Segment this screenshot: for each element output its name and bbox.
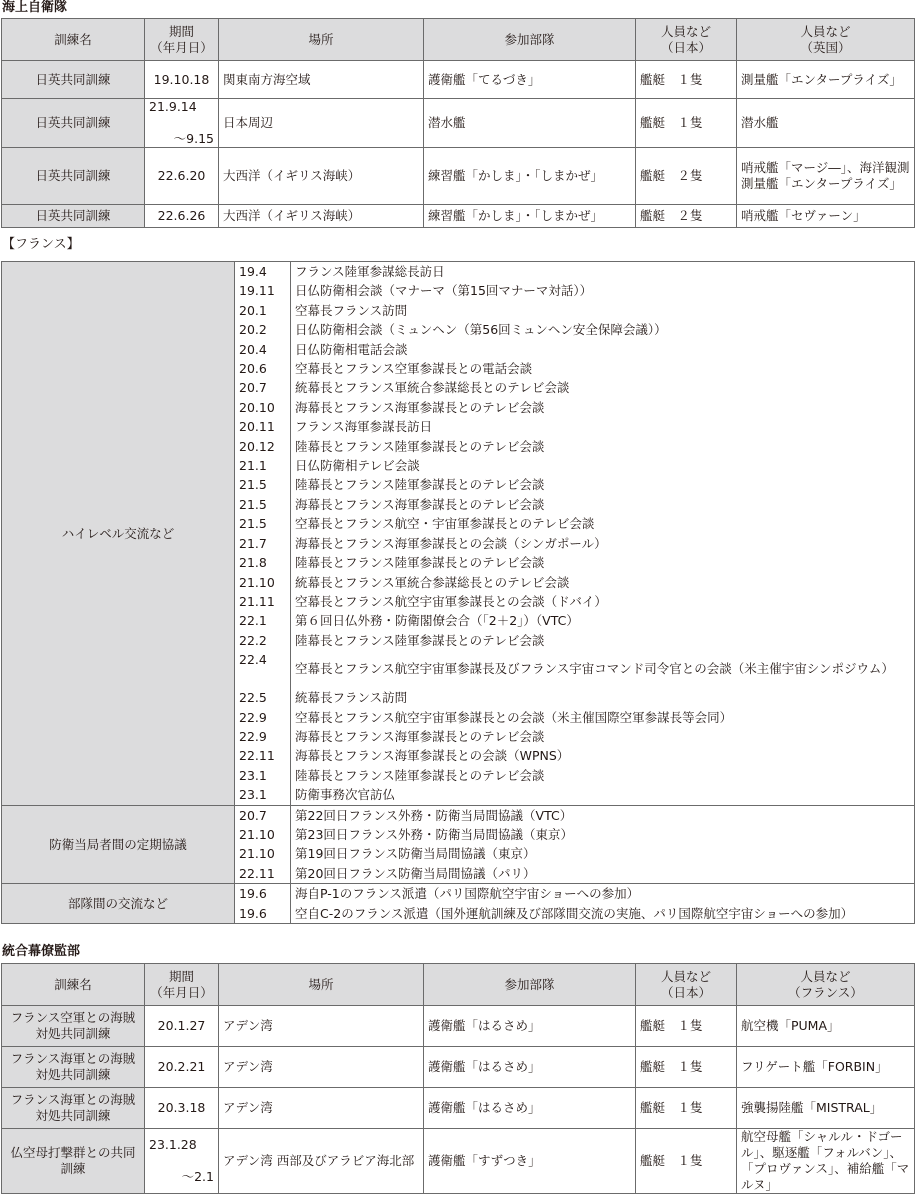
event-row — [2, 805, 915, 825]
event-date: 21.7 — [235, 534, 291, 553]
personnel-japan-cell: 艦艇 １隻 — [636, 1088, 737, 1129]
event-text: 空幕長とフランス空軍参謀長との電話会談 — [291, 359, 915, 378]
period-start: 22.6.26 — [157, 208, 206, 223]
training-name-cell: 日英共同訓練 — [2, 148, 145, 205]
unit-cell: 潜水艦 — [424, 99, 636, 148]
place-cell: 大西洋（イギリス海峡） — [219, 148, 424, 205]
event-date: 19.6 — [235, 884, 291, 904]
event-date: 21.10 — [235, 844, 291, 863]
event-date: 20.11 — [235, 417, 291, 436]
event-date: 21.5 — [235, 475, 291, 494]
table-row — [2, 1047, 915, 1088]
event-date: 21.5 — [235, 495, 291, 514]
event-text: 空自C-2のフランス派遣（国外運航訓練及び部隊間交流の実施、パリ国際航空宇宙ショーへの参加） — [291, 904, 915, 924]
personnel-japan-cell: 艦艇 １隻 — [636, 1006, 737, 1047]
group-label: ハイレベル交流など — [2, 262, 235, 806]
personnel-partner-cell: 哨戒艦「マージ―」、海洋観測測量艦「エンタープライズ」 — [737, 148, 915, 205]
event-date: 20.2 — [235, 320, 291, 339]
event-date: 23.1 — [235, 766, 291, 785]
event-text: 日仏防衛相電話会談 — [291, 340, 915, 359]
period-end: ～2.1 — [181, 1169, 214, 1184]
table-row — [2, 1088, 915, 1129]
event-text: 第22回日フランス外務・防衛当局間協議（VTC） — [291, 805, 915, 825]
event-date: 20.12 — [235, 437, 291, 456]
personnel-partner-cell: 強襲揚陸艦「MISTRAL」 — [737, 1088, 915, 1129]
personnel-partner-cell: 測量艦「エンタープライズ」 — [737, 61, 915, 99]
personnel-japan-cell: 艦艇 １隻 — [636, 1129, 737, 1194]
event-date: 19.11 — [235, 281, 291, 300]
group-label: 防衛当局者間の定期協議 — [2, 805, 235, 884]
training-name-cell: フランス空軍との海賊対処共同訓練 — [2, 1006, 145, 1047]
event-date: 22.2 — [235, 631, 291, 650]
period-start: 23.1.28 — [149, 1137, 197, 1152]
unit-cell: 護衛艦「はるさめ」 — [424, 1006, 636, 1047]
event-text: 陸幕長とフランス陸軍参謀長とのテレビ会談 — [291, 475, 915, 494]
period-cell — [145, 99, 219, 148]
personnel-japan-cell: 艦艇 ２隻 — [636, 205, 737, 228]
event-text: 陸幕長とフランス陸軍参謀長とのテレビ会談 — [291, 437, 915, 456]
header-personnel-uk: 人員など （英国） — [737, 19, 915, 61]
event-date: 21.5 — [235, 514, 291, 533]
event-text: 海幕長とフランス海軍参謀長との会談（シンガポール） — [291, 534, 915, 553]
personnel-partner-cell: 航空機「PUMA」 — [737, 1006, 915, 1047]
section-title-joint: 統合幕僚監部 — [2, 944, 81, 959]
event-date: 20.7 — [235, 378, 291, 397]
personnel-partner-cell: 潜水艦 — [737, 99, 915, 148]
event-text: 空幕長とフランス航空・宇宙軍参謀長とのテレビ会談 — [291, 514, 915, 533]
section-title-navy: 海上自衛隊 — [2, 0, 68, 15]
event-date: 20.10 — [235, 398, 291, 417]
period-start: 20.1.27 — [157, 1018, 206, 1033]
event-text: 陸幕長とフランス陸軍参謀長とのテレビ会談 — [291, 631, 915, 650]
event-text: 日仏防衛相テレビ会談 — [291, 456, 915, 475]
place-cell: アデン湾 — [219, 1006, 424, 1047]
header-training-name: 訓練名 — [2, 19, 145, 61]
event-text: 海幕長とフランス海軍参謀長とのテレビ会談 — [291, 495, 915, 514]
training-name-cell: 日英共同訓練 — [2, 61, 145, 99]
place-cell: 大西洋（イギリス海峡） — [219, 205, 424, 228]
personnel-japan-cell: 艦艇 １隻 — [636, 61, 737, 99]
event-text: 陸幕長とフランス陸軍参謀長とのテレビ会談 — [291, 766, 915, 785]
table-row — [2, 148, 915, 205]
event-date: 21.1 — [235, 456, 291, 475]
unit-cell: 護衛艦「てるづき」 — [424, 61, 636, 99]
personnel-japan-cell: 艦艇 １隻 — [636, 99, 737, 148]
event-date: 20.7 — [235, 805, 291, 825]
personnel-partner-cell: 哨戒艦「セヴァーン」 — [737, 205, 915, 228]
unit-cell: 練習艦「かしま」・「しまかぜ」 — [424, 148, 636, 205]
unit-cell: 護衛艦「はるさめ」 — [424, 1047, 636, 1088]
period-start: 20.3.18 — [157, 1100, 206, 1115]
table-row — [2, 1006, 915, 1047]
joint-table — [1, 963, 915, 1194]
header-unit: 参加部隊 — [424, 964, 636, 1006]
event-date: 22.11 — [235, 864, 291, 884]
event-date: 21.8 — [235, 553, 291, 572]
header-personnel-japan: 人員など （日本） — [636, 964, 737, 1006]
personnel-japan-cell: 艦艇 １隻 — [636, 1047, 737, 1088]
event-text: 第20回日フランス防衛当局間協議（パリ） — [291, 864, 915, 884]
period-cell — [145, 148, 219, 205]
group-label: 部隊間の交流など — [2, 884, 235, 924]
event-text: 日仏防衛相会談（ミュンヘン（第56回ミュンヘン安全保障会議）） — [291, 320, 915, 339]
period-cell — [145, 1129, 219, 1194]
header-place: 場所 — [219, 19, 424, 61]
event-date: 22.5 — [235, 688, 291, 707]
training-name-cell: フランス海軍との海賊対処共同訓練 — [2, 1088, 145, 1129]
period-cell — [145, 1088, 219, 1129]
period-cell — [145, 61, 219, 99]
period-cell — [145, 1006, 219, 1047]
table-row — [2, 61, 915, 99]
event-text: 日仏防衛相会談（マナーマ（第15回マナーマ対話）） — [291, 281, 915, 300]
event-date: 22.11 — [235, 746, 291, 765]
header-unit: 参加部隊 — [424, 19, 636, 61]
navy-table — [1, 18, 915, 228]
event-text: 海幕長とフランス海軍参謀長とのテレビ会談 — [291, 398, 915, 417]
period-start: 22.6.20 — [157, 168, 206, 183]
header-training-name: 訓練名 — [2, 964, 145, 1006]
unit-cell: 護衛艦「すずつき」 — [424, 1129, 636, 1194]
header-period: 期間 （年月日） — [145, 964, 219, 1006]
event-date: 22.1 — [235, 611, 291, 630]
event-text: 海幕長とフランス海軍参謀長との会談（WPNS） — [291, 746, 915, 765]
event-text: 第23回日フランス外務・防衛当局間協議（東京） — [291, 825, 915, 844]
training-name-cell: 日英共同訓練 — [2, 99, 145, 148]
event-date: 22.9 — [235, 708, 291, 727]
event-date: 20.6 — [235, 359, 291, 378]
place-cell: アデン湾 — [219, 1047, 424, 1088]
event-text: 防衛事務次官訪仏 — [291, 785, 915, 805]
period-end: ～9.15 — [173, 131, 214, 146]
period-start: 19.10.18 — [153, 71, 210, 87]
training-name-cell: 日英共同訓練 — [2, 205, 145, 228]
event-date: 21.11 — [235, 592, 291, 611]
personnel-japan-cell: 艦艇 ２隻 — [636, 148, 737, 205]
period-cell — [145, 205, 219, 228]
event-date: 20.1 — [235, 301, 291, 320]
period-cell — [145, 1047, 219, 1088]
event-text: 第19回日フランス防衛当局間協議（東京） — [291, 844, 915, 863]
header-place: 場所 — [219, 964, 424, 1006]
event-text: 第６回日仏外務・防衛閣僚会合（「2＋2」）（VTC） — [291, 611, 915, 630]
event-text: 空幕長とフランス航空宇宙軍参謀長との会談（米主催国際空軍参謀長等会同） — [291, 708, 915, 727]
event-text: フランス陸軍参謀総長訪日 — [291, 262, 915, 282]
event-date: 19.6 — [235, 904, 291, 924]
france-table — [1, 261, 915, 924]
unit-cell: 練習艦「かしま」・「しまかぜ」 — [424, 205, 636, 228]
period-start: 21.9.14 — [149, 99, 197, 114]
event-text: 空幕長とフランス航空宇宙軍参謀長との会談（ドバイ） — [291, 592, 915, 611]
event-text: 空幕長フランス訪問 — [291, 301, 915, 320]
place-cell: アデン湾 西部及びアラビア海北部 — [219, 1129, 424, 1194]
unit-cell: 護衛艦「はるさめ」 — [424, 1088, 636, 1129]
table-row — [2, 1129, 915, 1194]
event-row — [2, 262, 915, 282]
personnel-partner-cell: フリゲート艦「FORBIN」 — [737, 1047, 915, 1088]
table-row — [2, 99, 915, 148]
event-date: 22.4 — [235, 650, 291, 688]
joint-header-row — [2, 964, 915, 1006]
place-cell: 日本周辺 — [219, 99, 424, 148]
event-text: 海自P-1のフランス派遣（パリ国際航空宇宙ショーへの参加） — [291, 884, 915, 904]
header-personnel-japan: 人員など （日本） — [636, 19, 737, 61]
personnel-partner-cell: 航空母艦「シャルル・ドゴール」、駆逐艦「フォルバン」、「プロヴァンス」、補給艦「マルヌ」 — [737, 1129, 915, 1194]
table-row — [2, 205, 915, 228]
event-date: 23.1 — [235, 785, 291, 805]
training-name-cell: フランス海軍との海賊対処共同訓練 — [2, 1047, 145, 1088]
event-text: 統幕長とフランス軍統合参謀総長とのテレビ会談 — [291, 573, 915, 592]
event-text: 統幕長とフランス軍統合参謀総長とのテレビ会談 — [291, 378, 915, 397]
event-date: 20.4 — [235, 340, 291, 359]
header-period: 期間 （年月日） — [145, 19, 219, 61]
section-title-france: 【フランス】 — [2, 237, 80, 252]
event-text: 統幕長フランス訪問 — [291, 688, 915, 707]
event-text: 陸幕長とフランス陸軍参謀長とのテレビ会談 — [291, 553, 915, 572]
event-text: フランス海軍参謀長訪日 — [291, 417, 915, 436]
navy-header-row — [2, 19, 915, 61]
header-personnel-france: 人員など （フランス） — [737, 964, 915, 1006]
event-text: 海幕長とフランス海軍参謀長とのテレビ会談 — [291, 727, 915, 746]
place-cell: 関東南方海空域 — [219, 61, 424, 99]
event-date: 21.10 — [235, 825, 291, 844]
training-name-cell: 仏空母打撃群との共同訓練 — [2, 1129, 145, 1194]
event-date: 21.10 — [235, 573, 291, 592]
event-row — [2, 884, 915, 904]
event-text: 空幕長とフランス航空宇宙軍参謀長及びフランス宇宙コマンド司令官との会談（米主催宇宙シンポジウム） — [291, 650, 915, 688]
event-date: 22.9 — [235, 727, 291, 746]
period-start: 20.2.21 — [157, 1059, 206, 1074]
place-cell: アデン湾 — [219, 1088, 424, 1129]
event-date: 19.4 — [235, 262, 291, 282]
